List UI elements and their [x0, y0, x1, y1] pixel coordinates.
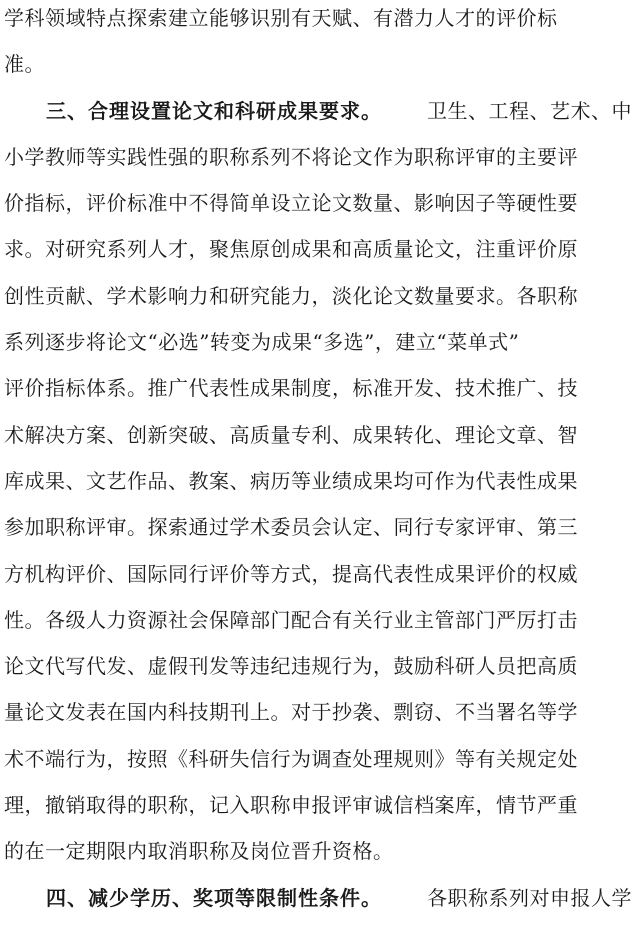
document-page — [4, 2, 632, 928]
line-text: 量论文发表在国内科技期刊上。对于抄袭、剽窃、不当署名等学 — [4, 700, 578, 725]
line-text: 理，撤销取得的职称，记入职称申报评审诚信档案库，情节严重 — [4, 793, 578, 818]
line-text: 术不端行为，按照《科研失信行为调查处理规则》等有关规定处 — [4, 746, 578, 771]
line-text: 库成果、文艺作品、教案、病历等业绩成果均可作为代表性成果 — [4, 468, 578, 493]
text-line-11 — [4, 465, 632, 511]
section-heading-4: 四、减少学历、奖项等限制性条件。 — [46, 885, 382, 910]
text-line-12 — [4, 511, 632, 557]
text-line-4 — [4, 141, 632, 187]
text-line-19 — [4, 835, 632, 881]
text-line-15 — [4, 650, 632, 696]
text-line-9 — [4, 372, 632, 418]
line-text: 评价指标体系。推广代表性成果制度，标准开发、技术推广、技 — [4, 376, 578, 401]
text-line-10 — [4, 419, 632, 465]
text-line-16 — [4, 696, 632, 742]
line-text: 方机构评价、国际同行评价等方式，提高代表性成果评价的权威 — [4, 561, 578, 586]
text-line-6 — [4, 233, 632, 279]
text-line-13 — [4, 558, 632, 604]
text-line-8 — [4, 326, 632, 372]
text-line-18 — [4, 789, 632, 835]
line-text: 创性贡献、学术影响力和研究能力，淡化论文数量要求。各职称 — [4, 283, 578, 308]
text-line-17 — [4, 743, 632, 789]
line-text: 系列逐步将论文“必选”转变为成果“多选”，建立“菜单式” — [4, 330, 520, 355]
line-text: 参加职称评审。探索通过学术委员会认定、同行专家评审、第三 — [4, 515, 578, 540]
section-3-heading-line — [4, 95, 632, 141]
line-text: 各职称系列对申报人学 — [427, 885, 632, 910]
line-text: 准。 — [4, 52, 45, 77]
text-line-14 — [4, 604, 632, 650]
line-text: 求。对研究系列人才，聚焦原创成果和高质量论文，注重评价原 — [4, 237, 578, 262]
text-line-1 — [4, 2, 632, 48]
line-text: 价指标，评价标准中不得简单设立论文数量、影响因子等硬性要 — [4, 191, 578, 216]
text-line-5 — [4, 187, 632, 233]
line-text: 术解决方案、创新突破、高质量专利、成果转化、理论文章、智 — [4, 422, 578, 447]
text-line-2 — [4, 48, 632, 94]
line-text: 论文代写代发、虚假刊发等违纪违规行为，鼓励科研人员把高质 — [4, 654, 578, 679]
line-text: 卫生、工程、艺术、中 — [427, 98, 632, 123]
line-text: 性。各级人力资源社会保障部门配合有关行业主管部门严厉打击 — [4, 607, 578, 632]
text-line-7 — [4, 280, 632, 326]
line-text: 学科领域特点探索建立能够识别有天赋、有潜力人才的评价标 — [4, 6, 558, 30]
line-text: 小学教师等实践性强的职称系列不将论文作为职称评审的主要评 — [4, 144, 578, 169]
line-text: 的在一定期限内取消职称及岗位晋升资格。 — [4, 839, 394, 864]
section-heading-3: 三、合理设置论文和科研成果要求。 — [46, 98, 382, 123]
section-4-heading-line — [4, 882, 632, 928]
